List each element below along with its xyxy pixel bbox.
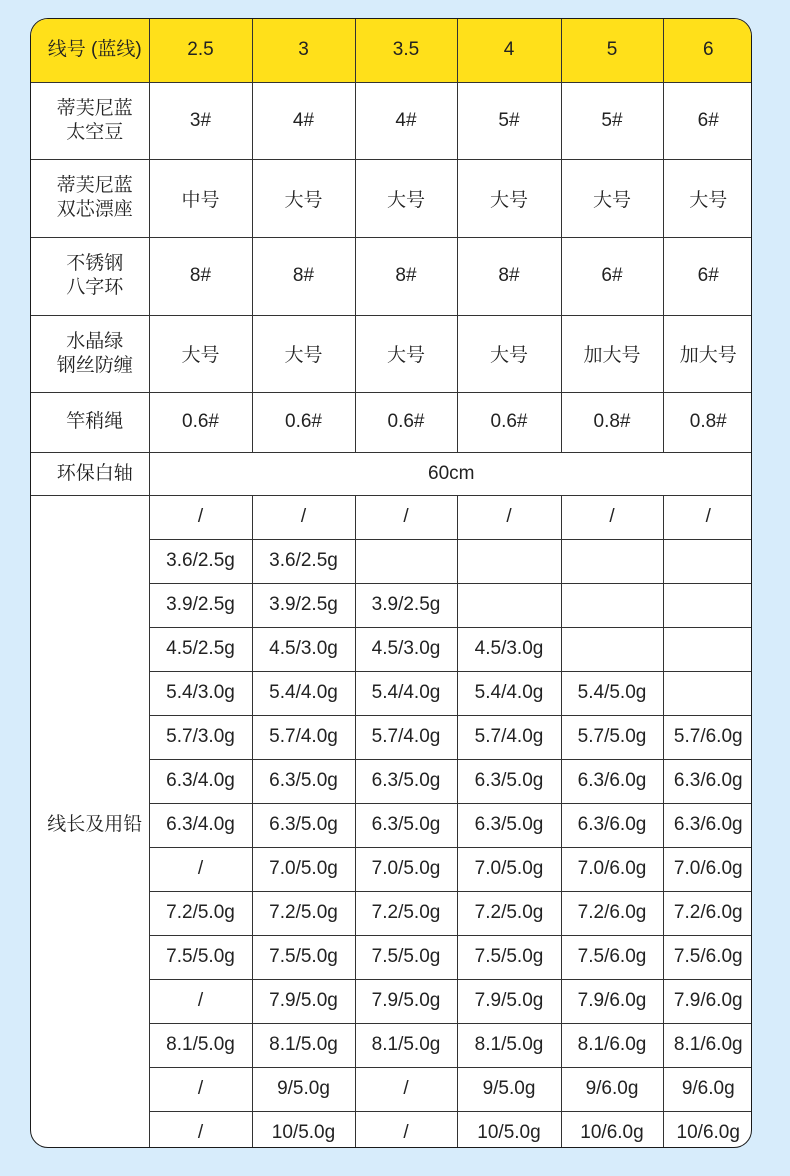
row-label-line: 水晶绿 [66, 330, 124, 352]
spec-row [31, 392, 752, 452]
axle-value: 60cm [149, 452, 752, 495]
spec-cell: 大号 [355, 315, 457, 392]
line-length-cell: 7.5/5.0g [252, 935, 355, 979]
line-length-cell: 3.9/2.5g [252, 583, 355, 627]
line-length-cell: / [149, 495, 252, 539]
spec-cell: 0.6# [355, 392, 457, 452]
line-length-cell: 10/6.0g [663, 1111, 752, 1148]
line-length-cell: 8.1/5.0g [149, 1023, 252, 1067]
line-length-cell: 7.0/6.0g [663, 847, 752, 891]
spec-cell: 8# [457, 237, 561, 315]
spec-cell: 0.8# [663, 392, 752, 452]
line-length-cell: / [149, 979, 252, 1023]
line-length-cell: / [355, 1067, 457, 1111]
line-length-cell: 9/5.0g [457, 1067, 561, 1111]
line-length-cell: / [252, 495, 355, 539]
axle-label: 环保白轴 [31, 452, 149, 495]
spec-cell: 加大号 [663, 315, 752, 392]
row-label-line: 蒂芙尼蓝 [56, 97, 133, 119]
line-length-cell: 7.9/6.0g [663, 979, 752, 1023]
line-length-cell: 9/6.0g [663, 1067, 752, 1111]
line-length-cell: 7.9/5.0g [355, 979, 457, 1023]
line-length-cell: 5.7/4.0g [457, 715, 561, 759]
line-length-label: 线长及用铅 [31, 495, 149, 1148]
spec-cell: 0.6# [149, 392, 252, 452]
line-length-cell: 7.2/6.0g [663, 891, 752, 935]
row-label-line: 不锈钢 [66, 253, 124, 274]
line-length-cell: 8.1/6.0g [561, 1023, 663, 1067]
spec-cell: 3# [149, 82, 252, 159]
spec-cell: 5# [561, 82, 663, 159]
spec-cell: 大号 [457, 159, 561, 237]
line-length-cell: 6.3/5.0g [457, 759, 561, 803]
line-length-cell: 5.7/4.0g [355, 715, 457, 759]
line-length-row [31, 495, 752, 539]
header-label: 线号 (蓝线) [31, 19, 149, 82]
spec-row [31, 159, 752, 237]
line-length-cell: 7.9/6.0g [561, 979, 663, 1023]
line-length-cell: 7.2/5.0g [355, 891, 457, 935]
spec-cell: 大号 [663, 159, 752, 237]
line-length-cell: 8.1/5.0g [252, 1023, 355, 1067]
line-length-cell [663, 627, 752, 671]
spec-row [31, 237, 752, 315]
spec-cell: 大号 [252, 159, 355, 237]
line-length-cell: 10/5.0g [252, 1111, 355, 1148]
line-length-cell: 3.9/2.5g [355, 583, 457, 627]
line-length-cell: 7.9/5.0g [252, 979, 355, 1023]
line-length-cell [663, 539, 752, 583]
line-length-cell [561, 583, 663, 627]
line-length-cell: 7.2/5.0g [252, 891, 355, 935]
line-length-cell: / [149, 1111, 252, 1148]
line-length-cell: 6.3/5.0g [252, 803, 355, 847]
line-length-cell: / [149, 847, 252, 891]
line-length-cell: 6.3/6.0g [663, 803, 752, 847]
size-header: 3 [252, 19, 355, 82]
size-header: 2.5 [149, 19, 252, 82]
line-length-cell: 6.3/6.0g [561, 759, 663, 803]
line-length-cell: 5.7/4.0g [252, 715, 355, 759]
line-length-cell: 5.7/6.0g [663, 715, 752, 759]
row-label-line: 八字环 [66, 277, 124, 298]
axle-row [31, 452, 752, 495]
line-length-cell: 6.3/4.0g [149, 759, 252, 803]
row-label-line: 蒂芙尼蓝 [56, 175, 133, 196]
line-length-cell: / [561, 495, 663, 539]
spec-row [31, 315, 752, 392]
line-length-cell: 9/5.0g [252, 1067, 355, 1111]
spec-row [31, 82, 752, 159]
spec-cell: 8# [149, 237, 252, 315]
line-length-cell: 10/6.0g [561, 1111, 663, 1148]
spec-cell: 5# [457, 82, 561, 159]
row-label [31, 392, 149, 452]
spec-cell: 0.6# [252, 392, 355, 452]
line-length-cell: 6.3/6.0g [561, 803, 663, 847]
line-length-cell [355, 539, 457, 583]
line-length-cell: 3.6/2.5g [252, 539, 355, 583]
line-length-cell [457, 539, 561, 583]
line-length-cell: 6.3/5.0g [355, 759, 457, 803]
row-label [31, 159, 149, 237]
line-length-cell: 5.7/3.0g [149, 715, 252, 759]
line-length-cell [457, 583, 561, 627]
spec-cell: 中号 [149, 159, 252, 237]
line-length-cell: 7.0/5.0g [252, 847, 355, 891]
line-length-cell: 6.3/5.0g [252, 759, 355, 803]
line-length-cell: 6.3/5.0g [355, 803, 457, 847]
line-length-cell [663, 671, 752, 715]
line-length-cell: 7.5/5.0g [149, 935, 252, 979]
size-header: 3.5 [355, 19, 457, 82]
size-header: 6 [663, 19, 752, 82]
line-length-cell [663, 583, 752, 627]
spec-cell: 大号 [149, 315, 252, 392]
row-label-line: 双芯漂座 [56, 199, 133, 220]
line-length-cell: 7.0/5.0g [355, 847, 457, 891]
row-label [31, 82, 149, 159]
row-label [31, 237, 149, 315]
line-length-cell: 7.5/5.0g [457, 935, 561, 979]
spec-cell: 大号 [355, 159, 457, 237]
line-length-cell: 7.9/5.0g [457, 979, 561, 1023]
line-length-cell: 4.5/3.0g [457, 627, 561, 671]
line-length-cell: / [149, 1067, 252, 1111]
size-header: 5 [561, 19, 663, 82]
line-length-cell: 8.1/5.0g [457, 1023, 561, 1067]
line-length-cell: 3.9/2.5g [149, 583, 252, 627]
row-label-line: 竿稍绳 [66, 411, 124, 432]
spec-cell: 0.8# [561, 392, 663, 452]
line-length-cell [561, 627, 663, 671]
spec-cell: 加大号 [561, 315, 663, 392]
line-length-cell: 5.4/4.0g [252, 671, 355, 715]
line-length-cell: / [355, 1111, 457, 1148]
line-length-cell: / [663, 495, 752, 539]
line-length-cell: 4.5/2.5g [149, 627, 252, 671]
row-label [31, 315, 149, 392]
line-length-cell: 7.0/6.0g [561, 847, 663, 891]
line-length-cell: 9/6.0g [561, 1067, 663, 1111]
line-length-cell: 7.0/5.0g [457, 847, 561, 891]
line-length-cell: 4.5/3.0g [355, 627, 457, 671]
spec-cell: 大号 [561, 159, 663, 237]
spec-table-body [31, 19, 752, 1148]
line-length-cell: 6.3/6.0g [663, 759, 752, 803]
spec-cell: 大号 [252, 315, 355, 392]
line-length-cell: 6.3/5.0g [457, 803, 561, 847]
line-length-cell: 8.1/5.0g [355, 1023, 457, 1067]
row-label-line: 太空豆 [66, 121, 124, 143]
spec-cell: 4# [252, 82, 355, 159]
line-length-cell: 5.4/4.0g [355, 671, 457, 715]
line-length-cell: 5.7/5.0g [561, 715, 663, 759]
spec-table-card [30, 18, 752, 1148]
line-length-cell: / [457, 495, 561, 539]
line-length-cell: 6.3/4.0g [149, 803, 252, 847]
line-length-cell: 3.6/2.5g [149, 539, 252, 583]
line-length-cell: 5.4/3.0g [149, 671, 252, 715]
spec-cell: 大号 [457, 315, 561, 392]
spec-cell: 4# [355, 82, 457, 159]
line-length-cell [561, 539, 663, 583]
line-length-cell: 7.2/5.0g [457, 891, 561, 935]
spec-table [31, 19, 752, 1148]
header-row [31, 19, 752, 82]
line-length-cell: 5.4/5.0g [561, 671, 663, 715]
line-length-cell: 4.5/3.0g [252, 627, 355, 671]
row-label-line: 钢丝防缠 [56, 354, 133, 376]
line-length-cell: 8.1/6.0g [663, 1023, 752, 1067]
size-header: 4 [457, 19, 561, 82]
spec-cell: 6# [663, 82, 752, 159]
line-length-cell: 7.5/6.0g [663, 935, 752, 979]
spec-cell: 8# [252, 237, 355, 315]
spec-cell: 6# [561, 237, 663, 315]
spec-cell: 6# [663, 237, 752, 315]
line-length-cell: 5.4/4.0g [457, 671, 561, 715]
line-length-cell: 7.5/6.0g [561, 935, 663, 979]
line-length-cell: 7.2/5.0g [149, 891, 252, 935]
line-length-cell: / [355, 495, 457, 539]
line-length-cell: 7.5/5.0g [355, 935, 457, 979]
line-length-cell: 7.2/6.0g [561, 891, 663, 935]
spec-cell: 0.6# [457, 392, 561, 452]
spec-cell: 8# [355, 237, 457, 315]
line-length-cell: 10/5.0g [457, 1111, 561, 1148]
